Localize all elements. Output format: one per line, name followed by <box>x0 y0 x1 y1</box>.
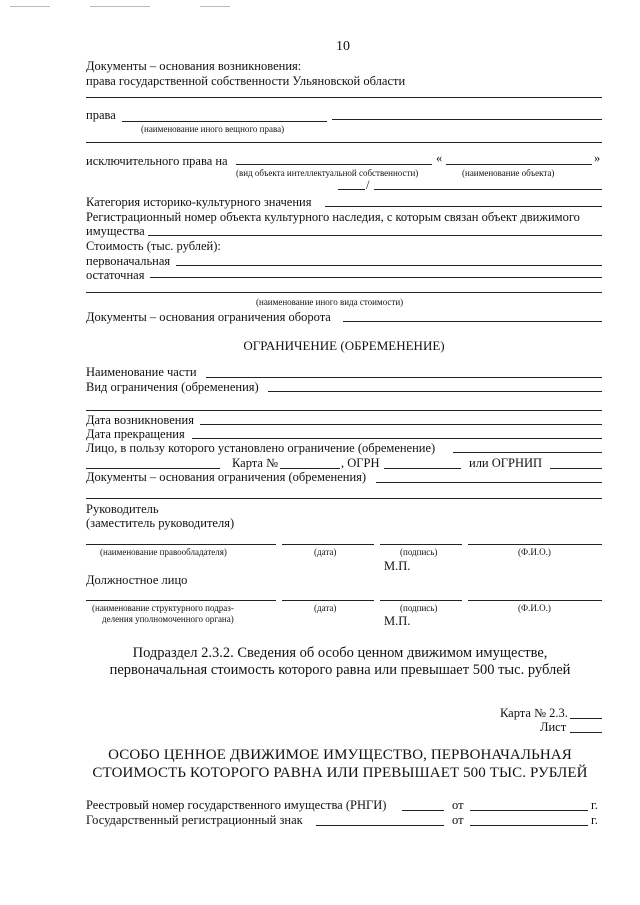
reg-sign-line[interactable] <box>316 825 444 826</box>
end-date-label: Дата прекращения <box>86 427 185 441</box>
part-name-line[interactable] <box>206 377 602 378</box>
heritage-reg-line2: имущества <box>86 224 145 238</box>
rngi-from: от <box>452 798 464 812</box>
restriction-docs-label: Документы – основания ограничения (обременения) <box>86 470 367 484</box>
right-name-line[interactable] <box>122 121 327 122</box>
scan-artifact <box>90 6 150 7</box>
head-holder-caption: (наименование правообладателя) <box>100 547 227 557</box>
exclusive-kind-line[interactable] <box>236 164 432 165</box>
section-title-line1: ОСОБО ЦЕННОЕ ДВИЖИМОЕ ИМУЩЕСТВО, ПЕРВОНАЧАЛЬНАЯ <box>108 747 572 763</box>
head-holder-line[interactable] <box>86 544 276 545</box>
quote-open: « <box>436 151 443 165</box>
official-sign-line[interactable] <box>380 600 462 601</box>
cost-other-caption: (наименование иного вида стоимости) <box>256 297 404 307</box>
docs-basis-line1: Документы – основания возникновения: <box>86 59 302 73</box>
head-label-1: Руководитель <box>86 502 159 516</box>
slash-right-line[interactable] <box>374 189 602 190</box>
exclusive-name-caption: (наименование объекта) <box>462 168 555 178</box>
turnover-line[interactable] <box>343 321 602 322</box>
head-sign-caption: (подпись) <box>400 547 438 557</box>
page-number: 10 <box>336 39 350 54</box>
reg-sign-year: г. <box>591 813 598 827</box>
slash: / <box>366 178 370 192</box>
cost-residual-label: остаточная <box>86 268 145 282</box>
official-label: Должностное лицо <box>86 573 188 587</box>
fill-line <box>86 498 602 499</box>
heritage-reg-line1: Регистрационный номер объекта культурного наследия, с которым связан объект движимого <box>86 210 580 224</box>
quote-close: » <box>594 151 601 165</box>
section-title-line2: СТОИМОСТЬ КОТОРОГО РАВНА ИЛИ ПРЕВЫШАЕТ 500 ТЫС. РУБЛЕЙ <box>92 765 588 781</box>
restriction-docs-line[interactable] <box>376 482 602 483</box>
start-date-line[interactable] <box>200 424 602 425</box>
head-stamp: М.П. <box>384 559 411 573</box>
right-label: права <box>86 108 116 122</box>
scan-artifact <box>10 6 50 7</box>
sheet-fill[interactable] <box>570 732 602 733</box>
head-date-line[interactable] <box>282 544 374 545</box>
head-label-2: (заместитель руководителя) <box>86 516 235 530</box>
restriction-heading: ОГРАНИЧЕНИЕ (ОБРЕМЕНЕНИЕ) <box>243 338 445 353</box>
official-sign-caption: (подпись) <box>400 603 438 613</box>
restriction-kind-label: Вид ограничения (обременения) <box>86 380 259 394</box>
official-unit-caption-2: деления уполномоченного органа) <box>102 614 234 624</box>
official-date-line[interactable] <box>282 600 374 601</box>
official-fio-caption: (Ф.И.О.) <box>518 603 551 613</box>
reg-sign-date-line[interactable] <box>470 825 588 826</box>
right-caption: (наименование иного вещного права) <box>141 124 285 134</box>
reg-sign-label: Государственный регистрационный знак <box>86 813 303 827</box>
end-date-line[interactable] <box>192 438 602 439</box>
beneficiary-name-line[interactable] <box>86 468 220 469</box>
ogrnip-label: или ОГРНИП <box>469 456 543 470</box>
ogrn-line[interactable] <box>384 468 461 469</box>
sheet-label: Лист <box>540 720 567 734</box>
exclusive-label: исключительного права на <box>86 154 228 168</box>
cost-other-line[interactable] <box>86 292 602 293</box>
ogrn-label: , ОГРН <box>341 456 380 470</box>
card-no-fill[interactable] <box>570 718 602 719</box>
cost-title: Стоимость (тыс. рублей): <box>86 239 221 253</box>
head-sign-line[interactable] <box>380 544 462 545</box>
heritage-category-label: Категория историко-культурного значения <box>86 195 312 209</box>
start-date-label: Дата возникновения <box>86 413 194 427</box>
rngi-year: г. <box>591 798 598 812</box>
cost-residual-line[interactable] <box>150 277 602 278</box>
subsection-line2: первоначальная стоимость которого равна или превышает 500 тыс. рублей <box>109 662 571 678</box>
fill-line <box>86 97 602 98</box>
reg-sign-from: от <box>452 813 464 827</box>
head-date-caption: (дата) <box>314 547 337 557</box>
beneficiary-line[interactable] <box>453 452 602 453</box>
card-no-label: Карта № <box>232 456 279 470</box>
exclusive-name-line[interactable] <box>446 164 592 165</box>
turnover-label: Документы – основания ограничения оборота <box>86 310 331 324</box>
fill-line <box>86 142 602 143</box>
official-unit-line[interactable] <box>86 600 276 601</box>
restriction-kind-line[interactable] <box>268 391 602 392</box>
official-unit-caption-1: (наименование структурного подраз- <box>92 603 234 613</box>
cost-initial-line[interactable] <box>176 265 602 266</box>
official-stamp: М.П. <box>384 614 411 628</box>
cost-initial-label: первоначальная <box>86 254 171 268</box>
right-value-line[interactable] <box>332 119 602 120</box>
official-date-caption: (дата) <box>314 603 337 613</box>
rngi-line[interactable] <box>402 810 444 811</box>
rngi-date-line[interactable] <box>470 810 588 811</box>
scan-artifact <box>200 6 230 7</box>
rngi-label: Реестровый номер государственного имущества (РНГИ) <box>86 798 387 812</box>
card-no-line[interactable] <box>280 468 340 469</box>
heritage-category-line[interactable] <box>325 206 602 207</box>
slash-left-line[interactable] <box>338 189 365 190</box>
head-fio-line[interactable] <box>468 544 602 545</box>
part-name-label: Наименование части <box>86 365 197 379</box>
card-no-title: Карта № 2.3. <box>500 706 568 720</box>
ogrnip-line[interactable] <box>550 468 602 469</box>
beneficiary-label: Лицо, в пользу которого установлено ограничение (обременение) <box>86 441 436 455</box>
docs-basis-line2: права государственной собственности Ульяновской области <box>86 74 406 88</box>
heritage-reg-line[interactable] <box>148 235 602 236</box>
exclusive-kind-caption: (вид объекта интеллектуальной собственности) <box>236 168 419 178</box>
official-fio-line[interactable] <box>468 600 602 601</box>
head-fio-caption: (Ф.И.О.) <box>518 547 551 557</box>
subsection-line1: Подраздел 2.3.2. Сведения об особо ценном движимом имуществе, <box>132 645 548 661</box>
fill-line <box>86 410 602 411</box>
